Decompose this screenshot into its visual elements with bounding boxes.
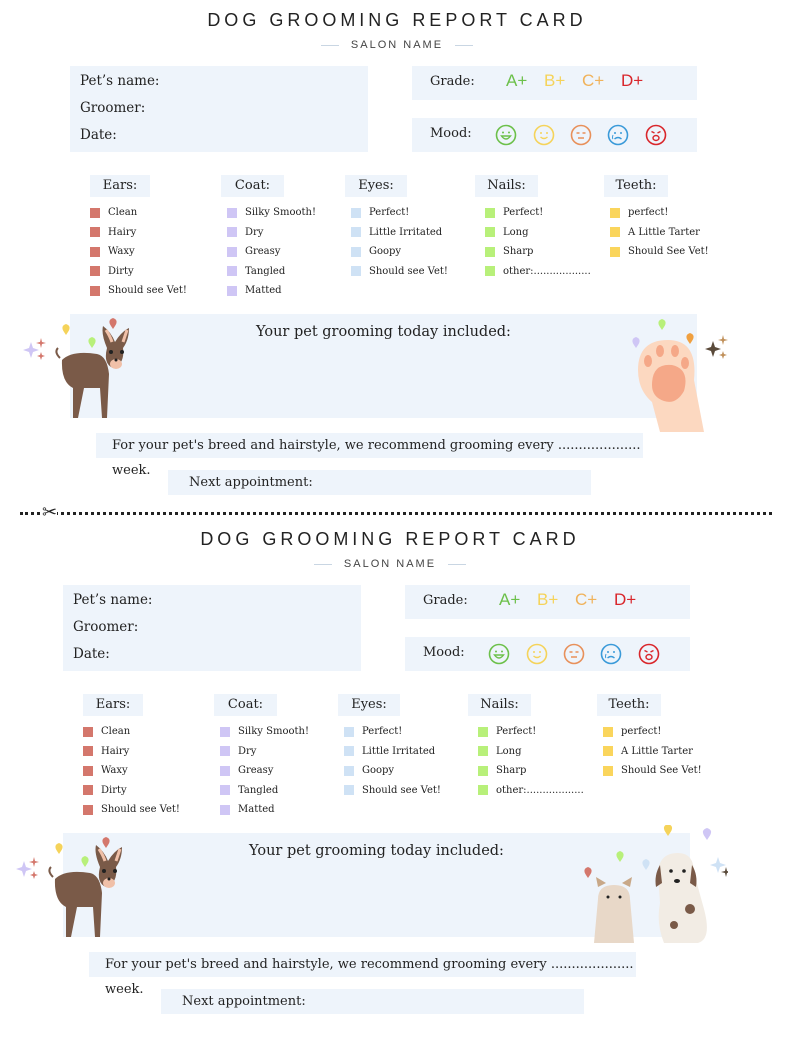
item-label: A Little Tarter bbox=[621, 745, 693, 757]
coat-header: Coat: bbox=[214, 694, 277, 716]
next-appointment-field[interactable]: Next appointment: bbox=[168, 470, 591, 495]
checkbox[interactable] bbox=[227, 286, 237, 296]
item-label: Greasy bbox=[245, 246, 281, 258]
checklist-item[interactable] bbox=[478, 722, 584, 742]
teeth-checklist bbox=[604, 175, 709, 262]
checklist-item[interactable] bbox=[90, 203, 187, 223]
checkbox[interactable] bbox=[485, 266, 495, 276]
neutral-face-icon[interactable] bbox=[570, 124, 592, 146]
checkbox[interactable] bbox=[344, 766, 354, 776]
checklist-item[interactable] bbox=[83, 742, 180, 762]
nails-header: Nails: bbox=[468, 694, 531, 716]
grade-c-plus[interactable]: C+ bbox=[582, 71, 605, 90]
item-label: Waxy bbox=[108, 246, 135, 258]
grade-panel bbox=[405, 585, 690, 619]
checklist-item[interactable] bbox=[220, 781, 309, 801]
grade-d-plus[interactable]: D+ bbox=[614, 590, 637, 609]
date-field[interactable]: Date: bbox=[73, 646, 110, 662]
sparkle-icon bbox=[710, 857, 726, 873]
checkbox[interactable] bbox=[610, 227, 620, 237]
checklist-item[interactable] bbox=[220, 761, 309, 781]
checkbox[interactable] bbox=[220, 785, 230, 795]
item-label: Silky Smooth! bbox=[245, 207, 316, 219]
grade-label: Grade: bbox=[430, 74, 475, 89]
checkbox[interactable] bbox=[90, 286, 100, 296]
paw-illustration bbox=[620, 315, 730, 433]
item-label: Clean bbox=[101, 726, 131, 738]
mood-label: Mood: bbox=[430, 126, 472, 141]
checklist-item[interactable] bbox=[83, 761, 180, 781]
checklist-item[interactable] bbox=[227, 242, 316, 262]
chihuahua-illustration bbox=[15, 837, 145, 941]
salon-name-text: SALON NAME bbox=[343, 558, 437, 570]
item-label: Perfect! bbox=[503, 207, 544, 219]
salon-name bbox=[0, 558, 787, 570]
checklist-item[interactable] bbox=[227, 281, 316, 301]
item-label: other:.................. bbox=[496, 784, 584, 796]
sparkle-icon bbox=[37, 352, 45, 360]
neutral-face-icon[interactable] bbox=[563, 643, 585, 665]
two-dogs-illustration bbox=[578, 825, 728, 949]
checklist-item[interactable] bbox=[610, 242, 709, 262]
date-field[interactable]: Date: bbox=[80, 127, 117, 143]
item-label: perfect! bbox=[621, 726, 662, 738]
item-label: Perfect! bbox=[362, 726, 403, 738]
item-label: Silky Smooth! bbox=[238, 726, 309, 738]
checkbox[interactable] bbox=[83, 785, 93, 795]
angry-face-icon[interactable] bbox=[638, 643, 660, 665]
checklist-item[interactable] bbox=[478, 781, 584, 801]
ears-header: Ears: bbox=[83, 694, 143, 716]
item-label: Dirty bbox=[101, 784, 127, 796]
item-label: Sharp bbox=[496, 765, 527, 777]
checkbox[interactable] bbox=[478, 766, 488, 776]
checklist-item[interactable] bbox=[351, 223, 448, 243]
checkbox[interactable] bbox=[344, 785, 354, 795]
item-label: Tangled bbox=[245, 265, 286, 277]
grade-b-plus[interactable]: B+ bbox=[544, 71, 566, 90]
heart-icon bbox=[102, 837, 109, 848]
heart-icon bbox=[616, 851, 623, 862]
pet-info-panel bbox=[63, 585, 361, 671]
item-label: Perfect! bbox=[369, 207, 410, 219]
heart-icon bbox=[703, 828, 711, 840]
mood-panel bbox=[412, 118, 697, 152]
sparkle-icon bbox=[718, 335, 728, 345]
checkbox[interactable] bbox=[344, 746, 354, 756]
checkbox[interactable] bbox=[603, 766, 613, 776]
checklist-item[interactable] bbox=[485, 262, 591, 282]
ears-header: Ears: bbox=[90, 175, 150, 197]
checklist-item[interactable] bbox=[485, 203, 591, 223]
checkbox[interactable] bbox=[227, 266, 237, 276]
checkbox[interactable] bbox=[220, 746, 230, 756]
checklist-item[interactable] bbox=[227, 203, 316, 223]
checklist-item[interactable] bbox=[220, 722, 309, 742]
teeth-header: Teeth: bbox=[597, 694, 661, 716]
checkbox[interactable] bbox=[603, 746, 613, 756]
item-label: perfect! bbox=[628, 207, 669, 219]
item-label: Should See Vet! bbox=[628, 246, 709, 258]
checklist-item[interactable] bbox=[485, 223, 591, 243]
sparkle-icon bbox=[23, 342, 39, 358]
grooming-frequency-recommendation[interactable]: For your pet's breed and hairstyle, we recommend grooming every .................... week. bbox=[96, 433, 643, 458]
checkbox[interactable] bbox=[351, 227, 361, 237]
sparkle-icon bbox=[16, 861, 32, 877]
ears-checklist bbox=[83, 694, 180, 820]
checklist-item[interactable] bbox=[83, 800, 180, 820]
item-label: Little Irritated bbox=[362, 745, 436, 757]
teeth-checklist bbox=[597, 694, 702, 781]
checkbox[interactable] bbox=[478, 746, 488, 756]
item-label: Clean bbox=[108, 207, 138, 219]
checklist-item[interactable] bbox=[610, 203, 709, 223]
heart-icon bbox=[658, 319, 665, 330]
item-label: Should see Vet! bbox=[101, 804, 180, 816]
smiling-face-icon[interactable] bbox=[526, 643, 548, 665]
sad-face-icon[interactable] bbox=[607, 124, 629, 146]
heart-icon bbox=[55, 843, 62, 854]
item-label: Hairy bbox=[101, 745, 130, 757]
checklist-item[interactable] bbox=[227, 223, 316, 243]
coat-checklist bbox=[214, 694, 309, 820]
checkbox[interactable] bbox=[351, 266, 361, 276]
checkbox[interactable] bbox=[90, 247, 100, 257]
mood-label: Mood: bbox=[423, 645, 465, 660]
checkbox[interactable] bbox=[603, 727, 613, 737]
sparkle-icon bbox=[719, 351, 727, 359]
checkbox[interactable] bbox=[83, 805, 93, 815]
checkbox[interactable] bbox=[227, 227, 237, 237]
checkbox[interactable] bbox=[220, 766, 230, 776]
checkbox[interactable] bbox=[227, 208, 237, 218]
heart-icon bbox=[664, 825, 672, 836]
heart-icon bbox=[88, 337, 95, 348]
mood-panel bbox=[405, 637, 690, 671]
chihuahua-illustration bbox=[22, 318, 152, 422]
item-label: Dry bbox=[245, 226, 264, 238]
card-title: DOG GROOMING REPORT CARD bbox=[207, 10, 587, 30]
groomer-field[interactable]: Groomer: bbox=[73, 619, 139, 635]
item-label: Long bbox=[496, 745, 522, 757]
grooming-heading: Your pet grooming today included: bbox=[249, 843, 504, 859]
grade-a-plus[interactable]: A+ bbox=[506, 71, 528, 90]
checkbox[interactable] bbox=[220, 805, 230, 815]
item-label: Should see Vet! bbox=[108, 285, 187, 297]
checkbox[interactable] bbox=[485, 208, 495, 218]
grade-a-plus[interactable]: A+ bbox=[499, 590, 521, 609]
checkbox[interactable] bbox=[485, 247, 495, 257]
ears-checklist bbox=[90, 175, 187, 301]
nails-checklist bbox=[475, 175, 591, 281]
grade-d-plus[interactable]: D+ bbox=[621, 71, 644, 90]
item-label: Matted bbox=[238, 804, 275, 816]
nails-header: Nails: bbox=[475, 175, 538, 197]
item-label: Tangled bbox=[238, 784, 279, 796]
eyes-checklist bbox=[338, 694, 441, 800]
checklist-item[interactable] bbox=[344, 742, 441, 762]
checklist-item[interactable] bbox=[478, 761, 584, 781]
item-label: Hairy bbox=[108, 226, 137, 238]
heart-icon bbox=[109, 318, 116, 329]
checkbox[interactable] bbox=[351, 208, 361, 218]
item-label: Matted bbox=[245, 285, 282, 297]
sparkle-icon bbox=[36, 338, 46, 348]
coat-header: Coat: bbox=[221, 175, 284, 197]
pet-name-field[interactable]: Pet’s name: bbox=[73, 592, 153, 608]
checklist-item[interactable] bbox=[344, 722, 441, 742]
checkbox[interactable] bbox=[83, 766, 93, 776]
item-label: Should see Vet! bbox=[369, 265, 448, 277]
sad-face-icon[interactable] bbox=[600, 643, 622, 665]
item-label: Greasy bbox=[238, 765, 274, 777]
item-label: Dirty bbox=[108, 265, 134, 277]
heart-icon bbox=[642, 859, 649, 870]
grade-c-plus[interactable]: C+ bbox=[575, 590, 598, 609]
item-label: Waxy bbox=[101, 765, 128, 777]
heart-icon bbox=[632, 337, 639, 348]
checklist-item[interactable] bbox=[603, 761, 702, 781]
checklist-item[interactable] bbox=[220, 742, 309, 762]
happy-face-icon[interactable] bbox=[488, 643, 510, 665]
checkbox[interactable] bbox=[90, 266, 100, 276]
report-card bbox=[0, 0, 794, 518]
sparkle-icon bbox=[29, 857, 39, 867]
report-card bbox=[0, 519, 787, 1037]
checklist-item[interactable] bbox=[603, 722, 702, 742]
next-appointment-field[interactable]: Next appointment: bbox=[161, 989, 584, 1014]
card-title: DOG GROOMING REPORT CARD bbox=[200, 529, 580, 549]
item-label: Goopy bbox=[369, 246, 402, 258]
grooming-frequency-recommendation[interactable]: For your pet's breed and hairstyle, we recommend grooming every .................... week. bbox=[89, 952, 636, 977]
coat-checklist bbox=[221, 175, 316, 301]
item-label: other:.................. bbox=[503, 265, 591, 277]
groomer-field[interactable]: Groomer: bbox=[80, 100, 146, 116]
item-label: Little Irritated bbox=[369, 226, 443, 238]
checklist-item[interactable] bbox=[90, 242, 187, 262]
checklist-item[interactable] bbox=[344, 781, 441, 801]
checkbox[interactable] bbox=[83, 727, 93, 737]
sparkle-icon bbox=[705, 341, 721, 357]
checklist-item[interactable] bbox=[351, 262, 448, 282]
scissors-icon: ✂ bbox=[42, 502, 58, 523]
checklist-item[interactable] bbox=[344, 761, 441, 781]
item-label: Should see Vet! bbox=[362, 784, 441, 796]
item-label: Dry bbox=[238, 745, 257, 757]
checklist-item[interactable] bbox=[610, 223, 709, 243]
item-label: A Little Tarter bbox=[628, 226, 700, 238]
checkbox[interactable] bbox=[351, 247, 361, 257]
checklist-item[interactable] bbox=[485, 242, 591, 262]
heart-icon bbox=[584, 867, 591, 878]
grade-b-plus[interactable]: B+ bbox=[537, 590, 559, 609]
checklist-item[interactable] bbox=[603, 742, 702, 762]
item-label: Perfect! bbox=[496, 726, 537, 738]
pet-name-field[interactable]: Pet’s name: bbox=[80, 73, 160, 89]
grade-label: Grade: bbox=[423, 593, 468, 608]
checkbox[interactable] bbox=[478, 785, 488, 795]
salon-name bbox=[0, 39, 794, 51]
eyes-checklist bbox=[345, 175, 448, 281]
sparkle-icon bbox=[721, 867, 728, 877]
checkbox[interactable] bbox=[220, 727, 230, 737]
checkbox[interactable] bbox=[90, 227, 100, 237]
checklist-item[interactable] bbox=[351, 203, 448, 223]
heart-icon bbox=[686, 333, 693, 344]
happy-face-icon[interactable] bbox=[495, 124, 517, 146]
grooming-heading: Your pet grooming today included: bbox=[256, 324, 511, 340]
item-label: Long bbox=[503, 226, 529, 238]
checklist-item[interactable] bbox=[227, 262, 316, 282]
checkbox[interactable] bbox=[344, 727, 354, 737]
checklist-item[interactable] bbox=[90, 223, 187, 243]
checkbox[interactable] bbox=[83, 746, 93, 756]
nails-checklist bbox=[468, 694, 584, 800]
checklist-item[interactable] bbox=[220, 800, 309, 820]
checklist-item[interactable] bbox=[90, 262, 187, 282]
checklist-item[interactable] bbox=[351, 242, 448, 262]
eyes-header: Eyes: bbox=[345, 175, 407, 197]
checkbox[interactable] bbox=[485, 227, 495, 237]
checklist-item[interactable] bbox=[90, 281, 187, 301]
sparkle-icon bbox=[30, 871, 38, 879]
pet-info-panel bbox=[70, 66, 368, 152]
grade-panel bbox=[412, 66, 697, 100]
checklist-item[interactable] bbox=[83, 781, 180, 801]
teeth-header: Teeth: bbox=[604, 175, 668, 197]
checkbox[interactable] bbox=[478, 727, 488, 737]
salon-name-text: SALON NAME bbox=[350, 39, 444, 51]
checklist-item[interactable] bbox=[83, 722, 180, 742]
checkbox[interactable] bbox=[227, 247, 237, 257]
heart-icon bbox=[62, 324, 69, 335]
angry-face-icon[interactable] bbox=[645, 124, 667, 146]
checkbox[interactable] bbox=[610, 208, 620, 218]
checkbox[interactable] bbox=[90, 208, 100, 218]
smiling-face-icon[interactable] bbox=[533, 124, 555, 146]
heart-icon bbox=[81, 856, 88, 867]
grooming-included-panel[interactable] bbox=[70, 314, 697, 418]
checkbox[interactable] bbox=[610, 247, 620, 257]
item-label: Goopy bbox=[362, 765, 395, 777]
checklist-item[interactable] bbox=[478, 742, 584, 762]
eyes-header: Eyes: bbox=[338, 694, 400, 716]
item-label: Sharp bbox=[503, 246, 534, 258]
cut-line-divider bbox=[20, 512, 772, 515]
item-label: Should See Vet! bbox=[621, 765, 702, 777]
